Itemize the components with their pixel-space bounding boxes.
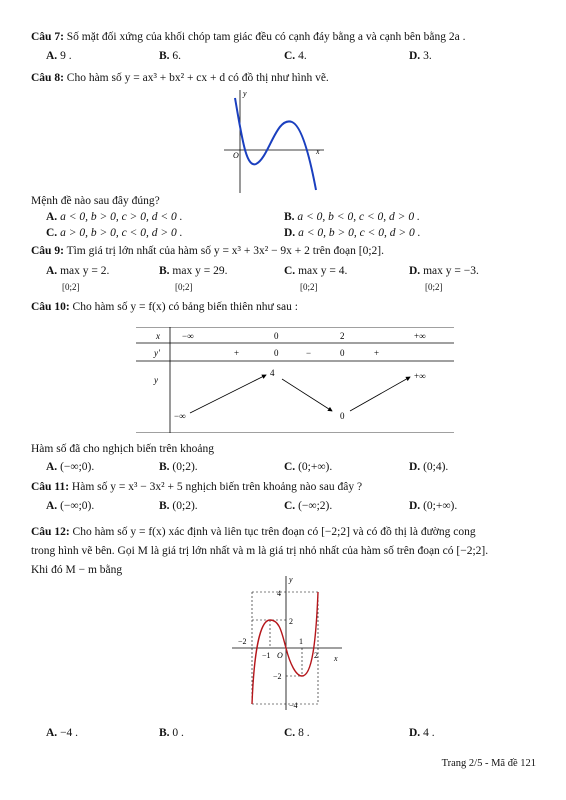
x-label: x: [316, 147, 320, 156]
tick-x1: 1: [299, 637, 303, 646]
question-text: Cho hàm số y = f(x) xác định và liên tục trên đoạn có [−2;2] và có đồ thị là đường cong: [72, 526, 476, 538]
q12-option-b[interactable]: B. 0 .: [159, 727, 184, 739]
y-label: y: [243, 89, 247, 98]
question-text: Cho hàm số y = ax³ + bx² + cx + d có đồ thị như hình vẽ.: [66, 72, 329, 84]
q9-option-b[interactable]: B. max y = 29. $_{[0;2]}$: [159, 265, 228, 292]
tick-y4: 4: [277, 589, 281, 598]
question-12-line2: trong hình vẽ bên. Gọi M là giá trị lớn nhất và m là giá trị nhỏ nhất của hàm số trên đoạn có [−2;2].: [31, 545, 489, 557]
dy-sign-1: +: [234, 348, 240, 358]
q7-option-d[interactable]: D. 3.: [409, 50, 432, 62]
dy-zero-2: 0: [340, 348, 345, 358]
q8-option-b[interactable]: B. a < 0, b < 0, c < 0, d > 0 .: [284, 211, 420, 223]
q9-option-d[interactable]: D. max y = −3. $_{[0;2]}$: [409, 265, 479, 292]
question-text: Cho hàm số y = f(x) có bảng biến thiên như sau :: [72, 301, 298, 313]
x-val-neg-inf: −∞: [182, 331, 194, 341]
y-val-0: 0: [340, 411, 345, 421]
tick-ym4: −4: [289, 701, 298, 710]
q11-option-b[interactable]: B. (0;2).: [159, 500, 198, 512]
q8-option-a[interactable]: A. a < 0, b > 0, c > 0, d < 0 .: [46, 211, 183, 223]
q12-option-a[interactable]: A. −4 .: [46, 727, 79, 739]
q10-option-a[interactable]: A. (−∞;0).: [46, 461, 95, 473]
y-val-pos-inf: +∞: [414, 371, 426, 381]
q10-question: Hàm số đã cho nghịch biến trên khoảng: [31, 443, 214, 455]
q9-option-a[interactable]: A. max y = 2. $_{[0;2]}$: [46, 265, 110, 292]
cubic-curve: [235, 98, 316, 190]
q9-option-c[interactable]: C. max y = 4. $_{[0;2]}$: [284, 265, 348, 292]
dy-sign-2: −: [306, 348, 312, 358]
tick-y2: 2: [289, 617, 293, 626]
origin-label: O: [233, 151, 239, 160]
y-val-neg-inf: −∞: [174, 411, 186, 421]
q10-option-b[interactable]: B. (0;2).: [159, 461, 198, 473]
q8-cubic-graph: [224, 88, 328, 194]
q11-option-c[interactable]: C. (−∞;2).: [284, 500, 333, 512]
question-label: Câu 8:: [31, 72, 64, 84]
q10-option-c[interactable]: C. (0;+∞).: [284, 461, 333, 473]
q8-option-d[interactable]: D. a < 0, b > 0, c < 0, d > 0 .: [284, 227, 421, 239]
question-8: [31, 72, 329, 84]
tick-x2: 2: [314, 651, 318, 660]
q11-option-a[interactable]: A. (−∞;0).: [46, 500, 95, 512]
question-12-line3: Khi đó M − m bằng: [31, 564, 123, 576]
q12-graph: [230, 572, 346, 712]
dy-sign-3: +: [374, 348, 380, 358]
q7-option-c[interactable]: C. 4.: [284, 50, 307, 62]
x-val-0: 0: [274, 331, 279, 341]
question-10: [31, 301, 298, 313]
question-label: Câu 9:: [31, 245, 64, 257]
question-label: Câu 12:: [31, 526, 70, 538]
y-val-4: 4: [270, 368, 275, 378]
question-11: [31, 481, 362, 493]
origin-label: O: [277, 651, 283, 660]
row-dy-label: y′: [154, 348, 160, 358]
question-label: Câu 11:: [31, 481, 70, 493]
q7-option-a[interactable]: A. 9 .: [46, 50, 72, 62]
y-label: y: [289, 575, 293, 584]
q7-option-b[interactable]: B. 6.: [159, 50, 182, 62]
question-7: [31, 31, 466, 43]
question-label: Câu 7:: [31, 31, 64, 43]
q8-option-c[interactable]: C. a > 0, b > 0, c < 0, d > 0 .: [46, 227, 183, 239]
q10-option-d[interactable]: D. (0;4).: [409, 461, 449, 473]
question-text: Số mặt đối xứng của khối chóp tam giác đều có cạnh đáy bằng a và cạnh bên bằng 2a .: [66, 31, 466, 43]
tick-xm2: −2: [238, 637, 247, 646]
page-footer: Trang 2/5 - Mã đề 121: [441, 758, 536, 769]
q12-option-c[interactable]: C. 8 .: [284, 727, 310, 739]
dy-zero-1: 0: [274, 348, 279, 358]
x-val-pos-inf: +∞: [414, 331, 426, 341]
q8-question: Mệnh đề nào sau đây đúng?: [31, 195, 160, 207]
variation-table: [136, 327, 454, 433]
q11-option-d[interactable]: D. (0;+∞).: [409, 500, 458, 512]
question-9: [31, 245, 384, 257]
question-12: [31, 526, 476, 538]
question-label: Câu 10:: [31, 301, 70, 313]
tick-ym2: −2: [273, 672, 282, 681]
row-y-label: y: [154, 375, 158, 385]
x-val-2: 2: [340, 331, 345, 341]
x-label: x: [334, 654, 338, 663]
row-x-label: x: [156, 331, 160, 341]
question-text: Tìm giá trị lớn nhất của hàm số y = x³ + 3x² − 9x + 2 trên đoạn [0;2].: [66, 245, 384, 257]
q12-option-d[interactable]: D. 4 .: [409, 727, 435, 739]
tick-xm1: −1: [262, 651, 271, 660]
question-text: Hàm số y = x³ − 3x² + 5 nghịch biến trên khoảng nào sau đây ?: [71, 481, 363, 493]
